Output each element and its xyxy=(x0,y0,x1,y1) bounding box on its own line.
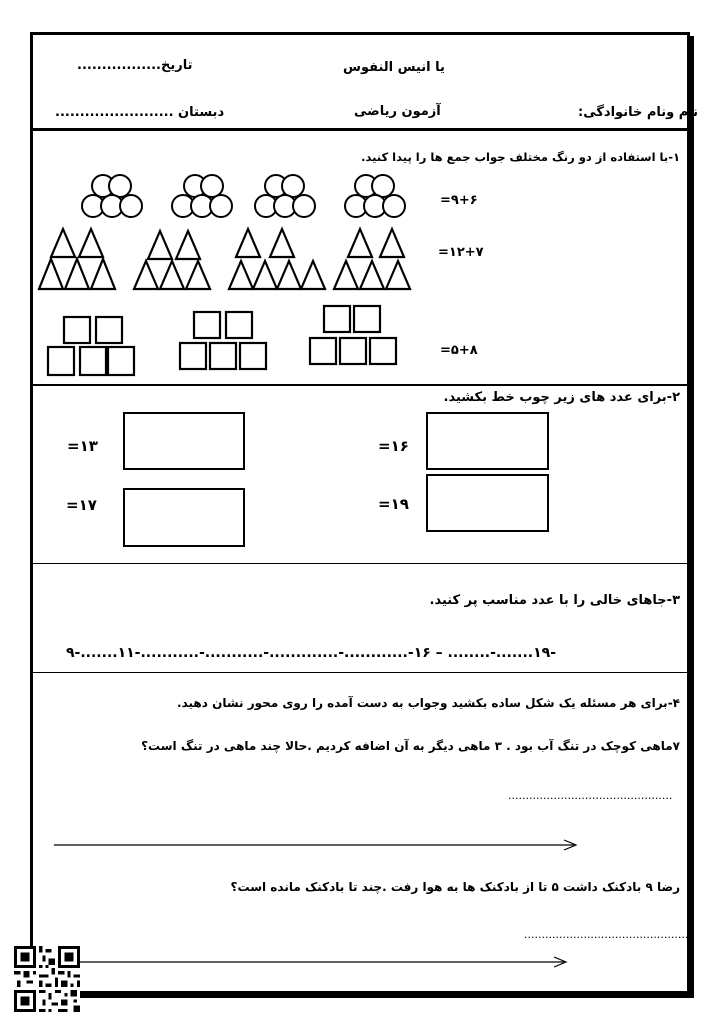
tally-label-13: ۱۳= xyxy=(67,437,98,455)
problem-1: ۷ماهی کوچک در تنگ آب بود . ۳ ماهی دیگر به آن اضافه کردیم .حالا چند ماهی در تنگ است؟ xyxy=(141,739,680,753)
number-line-2[interactable] xyxy=(52,954,572,970)
tally-box-17[interactable] xyxy=(123,488,245,547)
date-field[interactable]: تاریخ................. xyxy=(77,58,193,73)
school-field[interactable]: دبستان ........................ xyxy=(55,105,225,120)
q1-divider xyxy=(33,384,687,386)
problem-2: رضا ۹ بادکنک داشت ۵ تا از بادکنک ها به هوا رفت .چند تا بادکنک مانده است؟ xyxy=(230,880,680,894)
tally-box-13[interactable] xyxy=(123,412,245,470)
q3-divider xyxy=(33,672,687,673)
tally-label-16: ۱۶= xyxy=(378,437,409,455)
tally-box-19[interactable] xyxy=(426,474,549,532)
greeting: یا انیس النفوس xyxy=(343,60,445,75)
q1-expression-2: ۱۲+۷= xyxy=(438,245,484,260)
q1-expression-1: ۹+۶= xyxy=(440,193,478,208)
answer-line-2[interactable]: ................................................ xyxy=(524,928,692,941)
triangle-groups xyxy=(36,226,426,292)
tally-box-16[interactable] xyxy=(426,412,549,470)
number-sequence[interactable]: ۹-.......۱۱-...........-...........-.............-............-۱۶ – ........-.......۱۹- xyxy=(66,645,557,661)
answer-line-1[interactable]: ............................................... xyxy=(508,789,673,802)
tally-label-17: ۱۷= xyxy=(66,496,97,514)
frame-shadow-right xyxy=(690,36,694,997)
q3-instruction: ۳-جاهای خالی را با عدد مناسب پر کنید. xyxy=(429,593,680,608)
name-field[interactable]: نام ونام خانوادگی: xyxy=(578,105,699,120)
frame-shadow-bottom xyxy=(34,994,694,998)
square-groups xyxy=(44,304,404,378)
q2-instruction: ۲-برای عدد های زیر چوب خط بکشید. xyxy=(443,390,680,405)
q1-expression-3: ۵+۸= xyxy=(440,343,478,358)
q2-divider xyxy=(33,563,687,564)
qr-code-icon xyxy=(14,946,80,1012)
q4-instruction: ۴-برای هر مسئله یک شکل ساده بکشید وجواب به دست آمده را روی محور نشان دهید. xyxy=(177,696,680,710)
header-divider xyxy=(33,128,687,131)
exam-title: آزمون ریاضی xyxy=(354,104,441,119)
number-line-1[interactable] xyxy=(52,837,582,853)
tally-label-19: ۱۹= xyxy=(378,495,409,513)
q1-instruction: ۱-با استفاده از دو رنگ مختلف جواب جمع ها را پیدا کنید. xyxy=(361,150,680,164)
circle-groups xyxy=(80,172,420,222)
